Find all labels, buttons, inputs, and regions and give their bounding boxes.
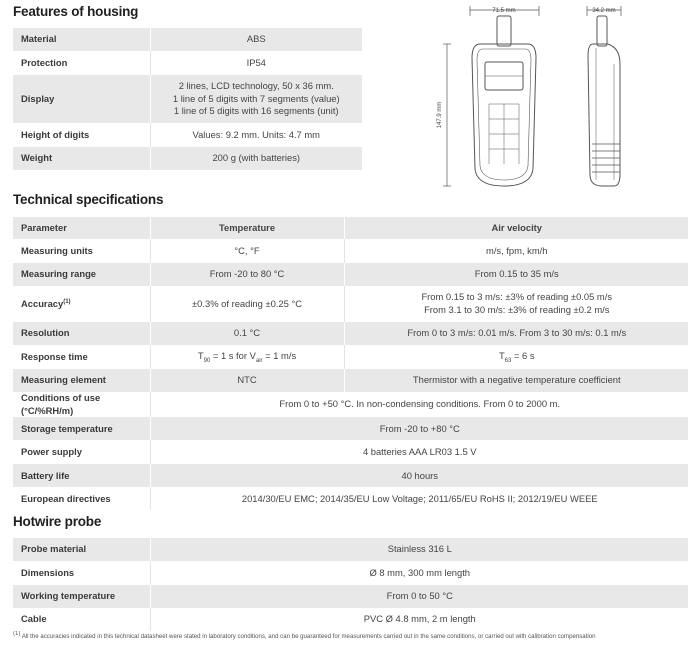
row-label: Conditions of use (°C/%RH/m) — [13, 392, 150, 417]
air-velocity-value — [344, 286, 688, 322]
table-row — [13, 538, 688, 561]
row-value: 4 batteries AAA LR03 1.5 V — [150, 440, 688, 464]
technical-table — [13, 217, 688, 510]
row-value: From -20 to +80 °C — [150, 417, 688, 440]
row-label: Measuring range — [13, 263, 150, 286]
response-text: = 6 s — [511, 349, 535, 361]
width-dimension-label: 71.5 mm — [492, 8, 516, 14]
row-label: Material — [13, 28, 150, 51]
display-line: 1 line of 5 digits with 7 segments (value) — [172, 92, 340, 104]
table-row — [13, 123, 362, 147]
header-air-velocity: Air velocity — [344, 217, 688, 239]
air-velocity-value: From 0 to 3 m/s: 0.01 m/s. From 3 to 30 m/s: 0.1 m/s — [344, 322, 688, 345]
table-row — [13, 75, 362, 123]
row-value: 2014/30/EU EMC; 2014/35/EU Low Voltage; 2011/65/EU RoHS II; 2012/19/EU WEEE — [150, 487, 688, 510]
row-label: Power supply — [13, 440, 150, 464]
row-label: Working temperature — [13, 585, 150, 608]
row-label: Dimensions — [13, 561, 150, 585]
table-row — [13, 239, 688, 263]
row-label: Display — [13, 75, 150, 123]
response-text: = 1 s for V — [210, 349, 256, 361]
row-value: PVC Ø 4.8 mm, 2 m length — [150, 608, 688, 631]
row-label: Measuring units — [13, 239, 150, 263]
row-value: From 0 to +50 °C. In non-condensing conditions. From 0 to 2000 m. — [150, 392, 688, 417]
table-row — [13, 585, 688, 608]
row-label: Protection — [13, 51, 150, 75]
table-row — [13, 487, 688, 510]
table-row — [13, 608, 688, 631]
temperature-value: ±0.3% of reading ±0.25 °C — [150, 286, 344, 322]
row-value: 40 hours — [150, 464, 688, 487]
response-subscript: air — [255, 357, 263, 364]
row-label: Battery life — [13, 464, 150, 487]
device-dimension-drawing — [436, 4, 686, 190]
table-row — [13, 392, 688, 417]
response-subscript: 63 — [504, 357, 512, 364]
technical-title: Technical specifications — [13, 192, 164, 207]
response-text: T — [197, 349, 204, 361]
row-label: Height of digits — [13, 123, 150, 147]
probe-title: Hotwire probe — [13, 514, 102, 529]
footnote-text: All the accuracies indicated in this technical datasheet were stated in laboratory conditions, and can be guaranteed for measurements carried out in the same conditions, or carried out with calibration compensation — [20, 633, 596, 641]
table-row — [13, 322, 688, 345]
row-label: Response time — [13, 345, 150, 369]
display-line: 2 lines, LCD technology, 50 x 36 mm. — [178, 79, 334, 91]
table-row — [13, 28, 362, 51]
row-label: Cable — [13, 608, 150, 631]
response-text: T — [498, 349, 505, 361]
response-subscript: 90 — [203, 357, 211, 364]
table-row — [13, 51, 362, 75]
row-value: 200 g (with batteries) — [150, 147, 362, 170]
table-row — [13, 369, 688, 392]
table-row — [13, 286, 688, 322]
table-row — [13, 263, 688, 286]
row-value: IP54 — [150, 51, 362, 75]
footnote — [13, 631, 688, 640]
row-value: Ø 8 mm, 300 mm length — [150, 561, 688, 585]
table-row — [13, 345, 688, 369]
accuracy-line: From 3.1 to 30 m/s: ±3% of reading ±0.2 m/s — [424, 304, 610, 315]
row-label — [13, 286, 150, 322]
table-row — [13, 440, 688, 464]
air-velocity-value: Thermistor with a negative temperature coefficient — [344, 369, 688, 392]
table-row — [13, 417, 688, 440]
row-label: Resolution — [13, 322, 150, 345]
header-temperature: Temperature — [150, 217, 344, 239]
temperature-value: 0.1 °C — [150, 322, 344, 345]
accuracy-label: Accuracy — [21, 297, 64, 309]
probe-table — [13, 538, 688, 631]
footnote-marker: (1) — [13, 631, 21, 637]
temperature-value — [150, 345, 344, 369]
row-label: Measuring element — [13, 369, 150, 392]
air-velocity-value — [344, 345, 688, 369]
table-row — [13, 147, 362, 170]
row-label: Storage temperature — [13, 417, 150, 440]
air-velocity-value: m/s, fpm, km/h — [344, 239, 688, 263]
features-table — [13, 28, 362, 170]
table-row — [13, 464, 688, 487]
table-header-row — [13, 217, 688, 239]
row-label: European directives — [13, 487, 150, 510]
features-title: Features of housing — [13, 4, 139, 19]
temperature-value: °C, °F — [150, 239, 344, 263]
height-dimension-label: 147.9 mm — [437, 101, 443, 129]
row-value: Values: 9.2 mm. Units: 4.7 mm — [150, 123, 362, 147]
depth-dimension-label: 34.2 mm — [592, 8, 616, 14]
header-parameter: Parameter — [13, 217, 150, 239]
footnote-marker: (1) — [63, 298, 71, 305]
row-value — [150, 75, 362, 123]
table-row — [13, 561, 688, 585]
temperature-value: NTC — [150, 369, 344, 392]
air-velocity-value: From 0.15 to 35 m/s — [344, 263, 688, 286]
accuracy-line: From 0.15 to 3 m/s: ±3% of reading ±0.05 m/s — [421, 291, 613, 303]
response-text: = 1 m/s — [262, 349, 297, 361]
row-value: Stainless 316 L — [150, 538, 688, 561]
row-label: Probe material — [13, 538, 150, 561]
row-value: ABS — [150, 28, 362, 51]
row-value: From 0 to 50 °C — [150, 585, 688, 608]
temperature-value: From -20 to 80 °C — [150, 263, 344, 286]
row-label: Weight — [13, 147, 150, 170]
display-line: 1 line of 5 digits with 16 segments (unit) — [173, 105, 339, 117]
